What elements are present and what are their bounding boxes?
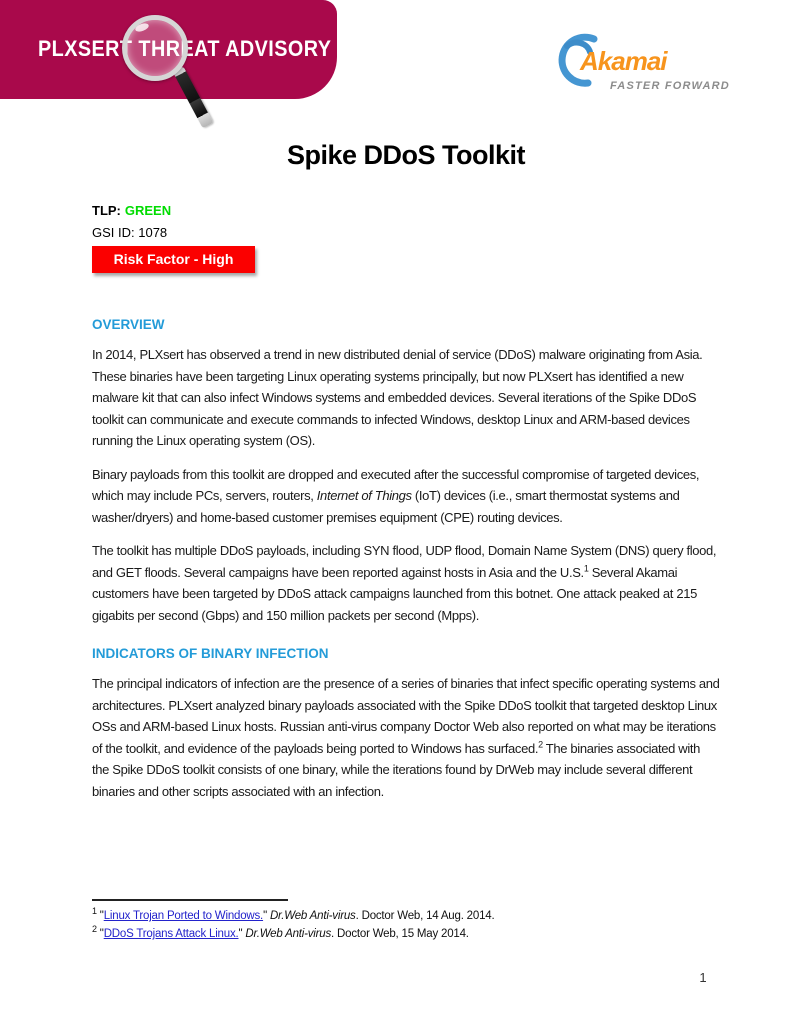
page-number: 1: [699, 970, 707, 985]
footnote-number: 2: [92, 924, 97, 935]
footnote-number: 1: [92, 906, 97, 917]
document-body: [92, 139, 720, 802]
paragraph-text: Binary payloads from this toolkit are dropped and executed after the successful compromise of targeted devices, which may include PCs, servers, routers,: [92, 466, 700, 503]
magnifier-icon: [122, 15, 188, 81]
banner-title: PLXSERT THREAT ADVISORY: [38, 36, 332, 61]
paragraph-text: Several Akamai customers have been targeted by DDoS attack campaigns launched from this botnet. One attack peaked at 215 gigabits per second (Gbps) and 150 million packets per second (Mpps).: [92, 564, 697, 623]
page-title: Spike DDoS Toolkit: [286, 140, 526, 170]
tlp-line: [92, 203, 720, 218]
paragraph-text: The principal indicators of infection are the presence of a series of binaries that infect specific operating systems and architectures. PLXsert analyzed binary payloads associated with the Spike DDoS toolkit that targeted desktop Linux OSs and ARM-based Linux hosts. Russian anti-virus company Doctor Web also reported on what may be iterations of the toolkit, and evidence of the payloads being ported to Windows has surfaced.: [92, 676, 720, 756]
gsi-id: GSI ID: 1078: [92, 225, 168, 240]
footnote-text: ": [96, 928, 104, 940]
overview-heading: OVERVIEW: [92, 317, 165, 332]
akamai-logo: [548, 30, 728, 96]
plxsert-banner: [0, 0, 337, 99]
paragraph-text: The toolkit has multiple DDoS payloads, including SYN flood, UDP flood, Domain Name System (DNS) query flood, and GET floods. Several campaigns have been reported against hosts in Asia and the U.S.: [92, 543, 717, 580]
footnote-divider: [92, 899, 288, 901]
footnote-ref-1: 1: [583, 563, 589, 574]
overview-paragraph-3: [92, 540, 720, 626]
footnote-text: . Doctor Web, 14 Aug. 2014.: [355, 910, 495, 922]
risk-factor-badge: Risk Factor - High: [92, 246, 255, 273]
footnote-1: [92, 907, 720, 925]
tlp-value: GREEN: [124, 203, 172, 218]
footnote-2: [92, 925, 720, 943]
footnote-source: Dr.Web Anti-virus: [245, 928, 332, 940]
magnifier-handle-icon: [173, 66, 214, 128]
paragraph-text: (IoT) devices (i.e., smart thermostat systems and washer/dryers) and home-based customer premises equipment (CPE) routing devices.: [92, 488, 680, 525]
footnote-text: ": [263, 910, 270, 922]
tlp-label: TLP:: [92, 203, 121, 218]
footnote-text: ": [96, 910, 104, 922]
footnote-text: . Doctor Web, 15 May 2014.: [331, 928, 469, 940]
akamai-tagline: FASTER FORWARD: [610, 80, 730, 92]
footnote-ref-2: 2: [538, 739, 543, 750]
paragraph-text: The binaries associated with the Spike DDoS toolkit consists of one binary, while the iterations found by DrWeb may include several different binaries and other scripts associated with an infection.: [92, 740, 701, 799]
footnote-link-1[interactable]: Linux Trojan Ported to Windows.: [103, 910, 264, 922]
footnote-source: Dr.Web Anti-virus: [269, 910, 356, 922]
akamai-wordmark: Akamai: [580, 46, 667, 76]
indicators-paragraph-1: [92, 673, 720, 802]
footnote-link-2[interactable]: DDoS Trojans Attack Linux.: [103, 928, 239, 940]
indicators-heading: INDICATORS OF BINARY INFECTION: [92, 646, 329, 661]
footnote-text: ": [238, 928, 246, 940]
footnotes: [92, 899, 720, 943]
overview-paragraph-2: [92, 464, 720, 529]
paragraph-italic-text: Internet of Things: [316, 488, 412, 503]
overview-paragraph-1: In 2014, PLXsert has observed a trend in new distributed denial of service (DDoS) malware originating from Asia. These binaries have been targeting Linux operating systems principally, but now PLXsert has identified a new malware kit that can also infect Windows systems and embedded devices. Several iterations of the Spike DDoS toolkit can communicate and execute commands to infected Windows, desktop Linux and ARM-based devices running the Linux operating system (OS).: [92, 347, 703, 448]
